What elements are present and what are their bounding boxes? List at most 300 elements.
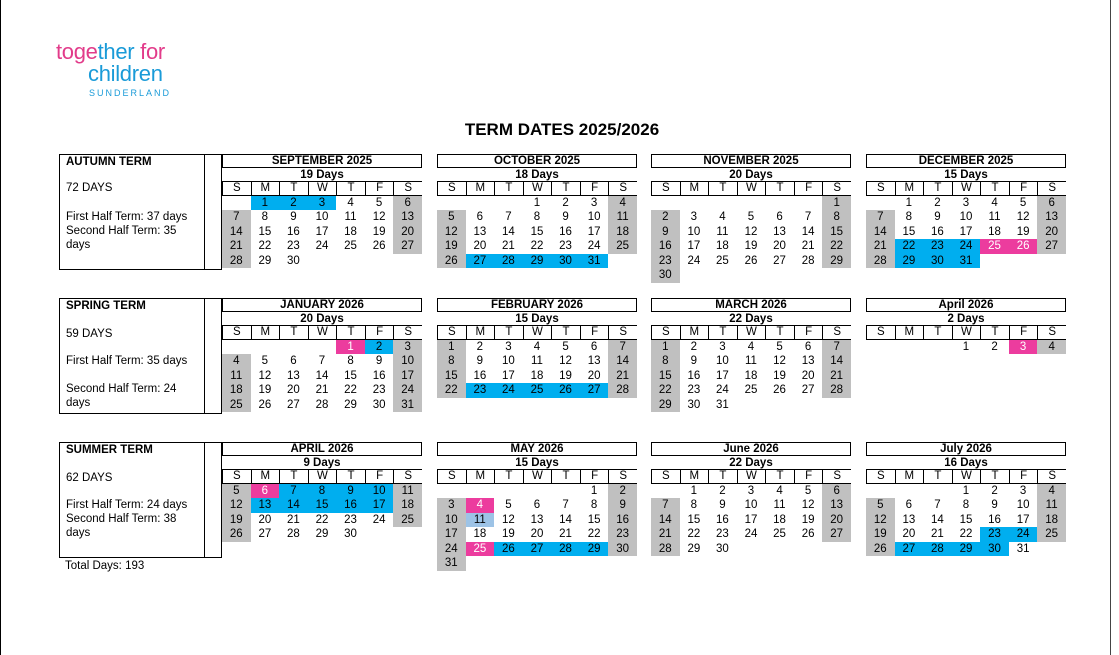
day-cell: 10 [437, 513, 466, 528]
day-cell: 23 [559, 240, 572, 252]
day-cell: 7 [822, 340, 851, 355]
weekday-header: W [952, 469, 981, 484]
day-cell: 18 [744, 369, 758, 382]
day-cell: 28 [866, 254, 895, 269]
day-cell: 16 [336, 498, 365, 513]
month-calendar [651, 442, 851, 556]
weekday-header: M [466, 325, 495, 340]
empty-cell [895, 484, 924, 499]
day-cell: 25 [608, 239, 637, 254]
day-cell: 4 [719, 211, 726, 223]
empty-cell [794, 196, 823, 211]
day-cell: 27 [822, 527, 851, 542]
weekday-header: S [222, 325, 251, 340]
day-cell: 5 [375, 196, 383, 209]
term-first-half: First Half Term: 37 days [66, 211, 188, 223]
day-cell: 17 [437, 527, 466, 542]
term-days: 59 DAYS [66, 328, 113, 340]
day-cell: 2 [279, 196, 308, 211]
day-cell: 31 [437, 556, 466, 571]
day-cell: 17 [365, 498, 394, 513]
day-cell: 13 [822, 498, 851, 513]
weekday-header: T [765, 181, 794, 196]
day-cell: 28 [608, 383, 637, 398]
day-cell: 15 [308, 498, 337, 513]
weekday-header: F [1009, 181, 1038, 196]
day-cell: 11 [744, 355, 757, 367]
empty-cell [279, 340, 308, 355]
weekday-header: W [737, 181, 766, 196]
day-cell: 25 [1037, 527, 1066, 542]
empty-cell [895, 340, 924, 355]
day-cell: 28 [822, 383, 851, 398]
weekday-header: W [523, 325, 552, 340]
box-divider [204, 443, 205, 558]
month-calendar [866, 442, 1066, 556]
month-name: JANUARY 2026 [222, 298, 422, 312]
day-cell: 30 [923, 254, 952, 269]
weekday-header: M [251, 469, 280, 484]
day-cell: 4 [991, 196, 998, 209]
month-calendar [437, 442, 637, 571]
month-calendar [437, 154, 637, 268]
day-cell: 19 [222, 513, 251, 528]
day-cell: 12 [744, 225, 758, 238]
day-cell: 27 [393, 239, 422, 254]
day-cell: 6 [905, 499, 913, 511]
day-cell: 13 [902, 513, 916, 526]
day-cell: 24 [587, 240, 601, 252]
month-name: April 2026 [866, 298, 1066, 312]
weekday-header: F [794, 325, 823, 340]
day-cell: 13 [473, 225, 487, 238]
day-cell: 16 [687, 369, 701, 382]
day-cell: 22 [437, 383, 466, 398]
day-cell: 15 [651, 369, 680, 384]
weekday-header: F [365, 325, 394, 340]
weekday-header: S [822, 181, 851, 196]
day-cell: 19 [258, 384, 272, 396]
day-cell: 28 [923, 542, 952, 557]
day-cell: 5 [505, 499, 512, 511]
day-cell: 23 [687, 384, 701, 396]
weekday-header: T [494, 181, 523, 196]
day-cell: 20 [393, 225, 422, 240]
day-cell: 28 [222, 254, 251, 269]
day-cell: 19 [773, 369, 786, 382]
weekday-header: F [794, 181, 823, 196]
day-cell: 25 [393, 513, 422, 528]
empty-cell [494, 196, 523, 211]
day-cell: 9 [562, 211, 569, 223]
day-cell: 29 [315, 528, 329, 540]
day-cell: 24 [372, 513, 386, 526]
day-cell: 25 [523, 383, 552, 398]
day-cell: 16 [608, 513, 637, 528]
day-cell: 12 [258, 369, 272, 382]
day-cell: 17 [502, 369, 515, 382]
day-cell: 27 [1037, 239, 1066, 254]
day-cell: 4 [747, 340, 755, 353]
weekday-header: M [466, 469, 495, 484]
day-cell: 23 [923, 239, 952, 254]
day-cell: 31 [952, 254, 981, 269]
day-cell: 6 [776, 211, 783, 223]
day-cell: 18 [393, 498, 422, 513]
day-cell: 27 [466, 254, 495, 269]
day-cell: 21 [222, 239, 251, 254]
weekday-header: F [1009, 325, 1038, 340]
day-cell: 20 [530, 528, 544, 540]
day-cell: 23 [716, 528, 729, 540]
day-cell: 12 [1016, 211, 1030, 223]
day-cell: 16 [988, 513, 1001, 526]
month-calendar [437, 298, 637, 398]
empty-cell [866, 340, 895, 355]
day-cell: 17 [716, 369, 729, 382]
month-day-count: 22 Days [729, 313, 773, 325]
weekday-header: F [580, 325, 609, 340]
day-cell: 4 [347, 196, 354, 209]
weekday-header: S [437, 325, 466, 340]
day-cell: 7 [608, 340, 637, 355]
day-cell: 12 [437, 225, 466, 240]
day-cell: 21 [931, 528, 944, 540]
weekday-header: T [336, 181, 365, 196]
day-cell: 14 [822, 354, 851, 369]
day-cell: 28 [315, 398, 329, 411]
term-second-half: Second Half Term: 38 [66, 513, 177, 525]
day-cell: 23 [980, 527, 1009, 542]
day-cell: 18 [344, 225, 357, 238]
day-cell: 16 [931, 225, 944, 238]
day-cell: 15 [587, 513, 601, 526]
day-cell: 11 [773, 499, 786, 511]
day-cell: 26 [801, 528, 815, 540]
day-cell: 14 [559, 513, 572, 526]
day-cell: 30 [608, 542, 637, 557]
empty-cell [222, 196, 251, 211]
day-cell: 25 [222, 398, 251, 413]
month-name: MARCH 2026 [651, 298, 851, 312]
day-cell: 8 [905, 211, 913, 223]
day-cell: 3 [590, 196, 598, 209]
day-cell: 3 [393, 340, 422, 355]
day-cell: 8 [690, 499, 698, 511]
day-cell: 6 [251, 484, 280, 499]
day-cell: 15 [822, 225, 851, 240]
day-cell: 1 [590, 484, 598, 497]
weekday-header: W [952, 325, 981, 340]
day-cell: 13 [587, 355, 601, 367]
day-cell: 2 [719, 484, 726, 497]
day-cell: 26 [551, 383, 580, 398]
weekday-header: W [308, 325, 337, 340]
day-cell: 25 [980, 239, 1009, 254]
weekday-header: S [866, 181, 895, 196]
term-first-half: First Half Term: 35 days [66, 355, 188, 367]
day-cell: 2 [365, 340, 394, 355]
day-cell: 27 [258, 528, 272, 540]
day-cell: 6 [1037, 196, 1066, 211]
day-cell: 29 [952, 542, 981, 557]
day-cell: 6 [393, 196, 422, 211]
day-cell: 28 [651, 542, 680, 557]
weekday-header: S [1037, 469, 1066, 484]
day-cell: 31 [716, 398, 729, 411]
day-cell: 9 [375, 355, 383, 367]
day-cell: 25 [466, 542, 495, 557]
day-cell: 18 [716, 240, 729, 252]
weekday-header: T [551, 325, 580, 340]
day-cell: 8 [308, 484, 337, 499]
weekday-header: F [794, 469, 823, 484]
day-cell: 1 [905, 196, 913, 209]
weekday-header: S [651, 181, 680, 196]
day-cell: 9 [934, 211, 941, 223]
day-cell: 19 [437, 239, 466, 254]
day-cell: 23 [651, 254, 680, 269]
weekday-header: W [308, 181, 337, 196]
weekday-header: T [708, 181, 737, 196]
day-cell: 14 [866, 225, 895, 240]
term-name: SUMMER TERM [66, 444, 153, 456]
day-cell: 18 [222, 383, 251, 398]
day-cell: 24 [687, 254, 701, 267]
month-calendar [866, 154, 1066, 268]
empty-cell [866, 484, 895, 499]
day-cell: 14 [931, 513, 944, 526]
empty-cell [466, 196, 495, 211]
day-cell: 13 [801, 355, 815, 367]
day-cell: 11 [393, 484, 422, 499]
day-cell: 29 [895, 254, 924, 269]
month-day-count: 15 Days [944, 169, 988, 181]
weekday-header: T [494, 469, 523, 484]
month-name: SEPTEMBER 2025 [222, 154, 422, 168]
day-cell: 10 [716, 355, 729, 367]
day-cell: 1 [962, 484, 970, 497]
day-cell: 31 [580, 254, 609, 269]
weekday-header: F [365, 181, 394, 196]
day-cell: 3 [690, 211, 698, 223]
day-cell: 13 [530, 513, 544, 526]
day-cell: 5 [866, 498, 895, 513]
month-name: MAY 2026 [437, 442, 637, 456]
term-second-half: Second Half Term: 35 [66, 225, 177, 237]
empty-cell [437, 484, 466, 499]
term-first-half: First Half Term: 24 days [66, 499, 188, 511]
weekday-header: S [608, 181, 637, 196]
day-cell: 11 [344, 211, 357, 223]
weekday-header: M [895, 325, 924, 340]
day-cell: 20 [473, 240, 487, 252]
day-cell: 13 [393, 210, 422, 225]
day-cell: 27 [523, 542, 552, 557]
day-cell: 25 [744, 384, 758, 396]
day-cell: 7 [279, 484, 308, 499]
day-cell: 9 [290, 211, 297, 223]
day-cell: 8 [437, 354, 466, 369]
weekday-header: T [980, 325, 1009, 340]
day-cell: 29 [258, 254, 272, 267]
day-cell: 20 [801, 369, 815, 382]
weekday-header: S [222, 181, 251, 196]
day-cell: 22 [822, 239, 851, 254]
day-cell: 8 [822, 210, 851, 225]
day-cell: 29 [822, 254, 851, 269]
day-cell: 31 [393, 398, 422, 413]
day-cell: 29 [687, 542, 701, 555]
weekday-header: T [551, 469, 580, 484]
day-cell: 20 [773, 240, 786, 252]
weekday-header: T [923, 181, 952, 196]
weekday-header: S [608, 325, 637, 340]
day-cell: 22 [258, 240, 272, 252]
month-name: NOVEMBER 2025 [651, 154, 851, 168]
day-cell: 19 [866, 527, 895, 542]
day-cell: 15 [258, 225, 272, 238]
weekday-header: M [680, 325, 709, 340]
day-cell: 6 [804, 340, 812, 353]
day-cell: 7 [651, 498, 680, 513]
day-cell: 18 [988, 225, 1001, 238]
day-cell: 20 [1037, 225, 1066, 240]
day-cell: 6 [590, 340, 598, 353]
day-cell: 22 [959, 528, 973, 540]
day-cell: 14 [222, 225, 251, 240]
day-cell: 28 [287, 528, 300, 540]
weekday-header: S [822, 469, 851, 484]
day-cell: 17 [587, 225, 601, 238]
day-cell: 27 [773, 254, 786, 267]
weekday-header: S [651, 325, 680, 340]
weekday-header: T [923, 325, 952, 340]
term-name: AUTUMN TERM [66, 156, 152, 168]
month-day-count: 20 Days [300, 313, 344, 325]
day-cell: 9 [690, 355, 698, 367]
empty-cell [222, 340, 251, 355]
month-name: OCTOBER 2025 [437, 154, 637, 168]
day-cell: 26 [222, 527, 251, 542]
weekday-header: W [523, 469, 552, 484]
month-day-count: 22 Days [729, 457, 773, 469]
weekday-header: F [580, 469, 609, 484]
day-cell: 17 [744, 513, 758, 526]
day-cell: 30 [287, 254, 300, 267]
day-cell: 30 [344, 528, 357, 540]
day-cell: 21 [287, 513, 300, 526]
day-cell: 27 [801, 384, 815, 396]
day-cell: 11 [530, 355, 543, 367]
weekday-header: T [980, 469, 1009, 484]
day-cell: 13 [287, 369, 300, 382]
day-cell: 15 [687, 513, 701, 526]
day-cell: 28 [494, 254, 523, 269]
day-cell: 9 [719, 499, 726, 511]
day-cell: 3 [747, 484, 755, 497]
weekday-header: T [494, 325, 523, 340]
summer-term-box [59, 442, 222, 558]
day-cell: 13 [1037, 210, 1066, 225]
day-cell: 2 [651, 210, 680, 225]
page-right-border [1110, 0, 1111, 655]
day-cell: 5 [562, 340, 569, 353]
day-cell: 26 [372, 240, 386, 252]
day-cell: 14 [608, 354, 637, 369]
day-cell: 6 [476, 211, 484, 223]
day-cell: 22 [530, 240, 544, 252]
month-calendar [866, 298, 1066, 354]
day-cell: 17 [393, 369, 422, 384]
day-cell: 6 [822, 484, 851, 499]
day-cell: 26 [494, 542, 523, 557]
day-cell: 1 [651, 340, 680, 355]
day-cell: 6 [533, 499, 541, 511]
day-cell: 11 [988, 211, 1001, 223]
day-cell: 12 [866, 513, 895, 528]
month-name: DECEMBER 2025 [866, 154, 1066, 168]
empty-cell [680, 196, 709, 211]
day-cell: 22 [344, 384, 357, 396]
weekday-header: T [336, 469, 365, 484]
weekday-header: S [866, 325, 895, 340]
day-cell: 1 [336, 340, 365, 355]
day-cell: 4 [466, 498, 495, 513]
day-cell: 2 [934, 196, 941, 209]
day-cell: 25 [716, 254, 729, 267]
day-cell: 19 [559, 369, 572, 382]
day-cell: 23 [466, 383, 495, 398]
day-cell: 22 [895, 239, 924, 254]
day-cell: 14 [279, 498, 308, 513]
day-cell: 16 [473, 369, 487, 382]
day-cell: 24 [1009, 527, 1038, 542]
weekday-header: S [1037, 325, 1066, 340]
day-cell: 7 [505, 211, 512, 223]
day-cell: 5 [747, 211, 755, 223]
empty-cell [551, 484, 580, 499]
day-cell: 7 [934, 499, 941, 511]
weekday-header: T [765, 325, 794, 340]
weekday-header: M [895, 469, 924, 484]
day-cell: 15 [437, 369, 466, 384]
weekday-header: T [279, 469, 308, 484]
weekday-header: W [737, 469, 766, 484]
day-cell: 1 [437, 340, 466, 355]
month-name: June 2026 [651, 442, 851, 456]
month-calendar [651, 298, 851, 412]
day-cell: 11 [608, 210, 637, 225]
month-calendar [222, 442, 422, 542]
day-cell: 21 [651, 527, 680, 542]
term-name: SPRING TERM [66, 300, 146, 312]
day-cell: 24 [744, 528, 758, 540]
day-cell: 4 [776, 484, 783, 497]
month-day-count: 15 Days [515, 313, 559, 325]
weekday-header: W [952, 181, 981, 196]
day-cell: 21 [502, 240, 515, 252]
weekday-header: M [895, 181, 924, 196]
day-cell: 30 [651, 268, 680, 283]
day-cell: 2 [690, 340, 698, 353]
day-cell: 23 [344, 513, 357, 526]
day-cell: 9 [651, 225, 680, 240]
day-cell: 20 [587, 369, 601, 382]
day-cell: 9 [608, 498, 637, 513]
day-cell: 8 [590, 499, 598, 511]
day-cell: 17 [1016, 513, 1030, 526]
